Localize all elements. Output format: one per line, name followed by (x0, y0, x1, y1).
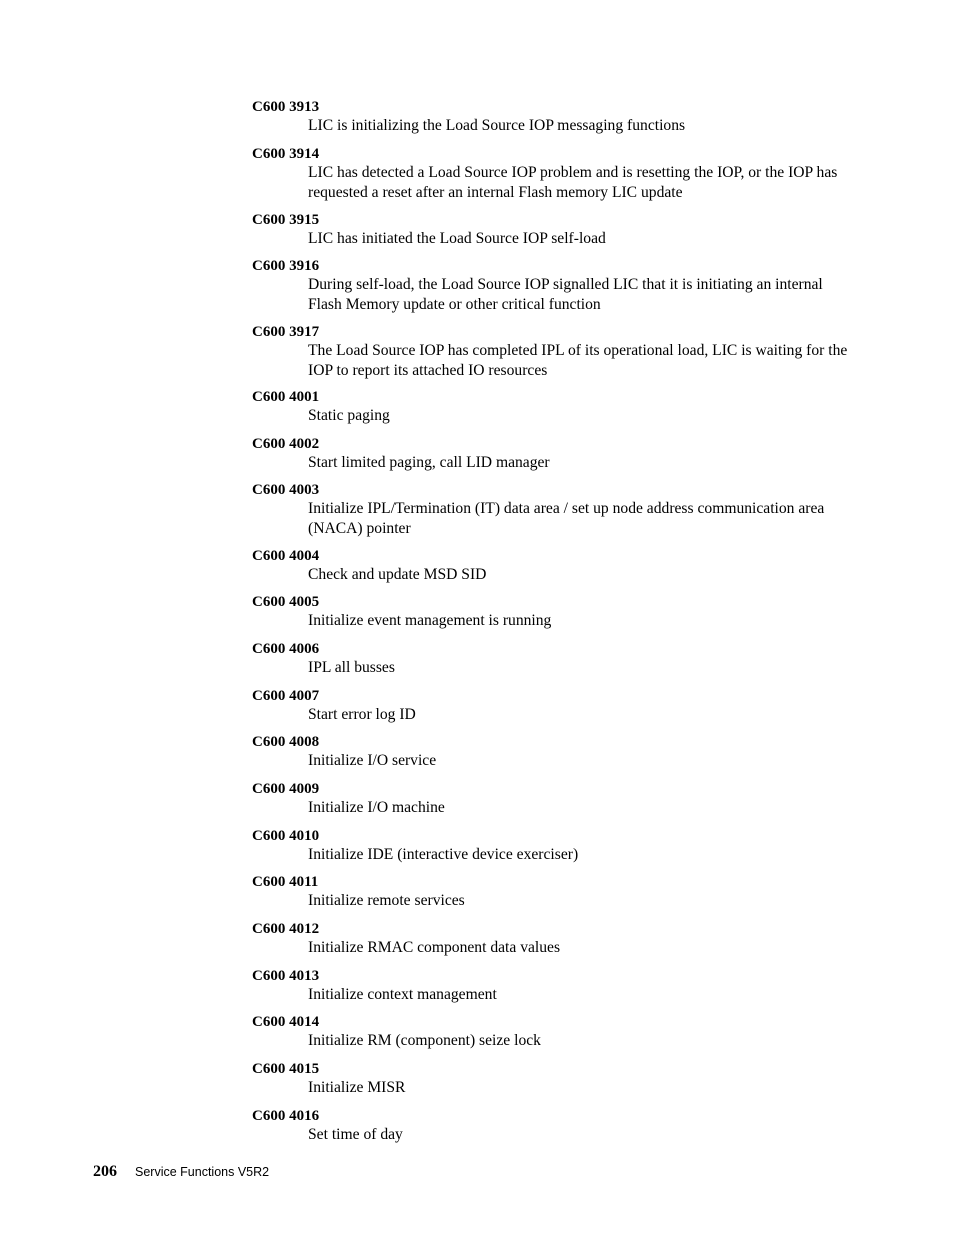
list-item (252, 967, 852, 1013)
entry-code: C600 4002 (252, 436, 320, 452)
list-item (252, 827, 852, 873)
entry-code: C600 4004 (252, 548, 320, 564)
entry-description: Set time of day (308, 1126, 403, 1143)
entry-code: C600 4005 (252, 594, 320, 610)
page-footer (93, 1163, 269, 1181)
entry-code: C600 4016 (252, 1108, 320, 1124)
entry-description: Initialize remote services (308, 892, 465, 909)
entry-description: Initialize RM (component) seize lock (308, 1032, 541, 1049)
entry-description: Initialize IPL/Termination (IT) data area / set up node address communication area (NACA) pointer (308, 500, 825, 537)
entry-description: Initialize I/O machine (308, 799, 445, 816)
entry-code: C600 4003 (252, 482, 320, 498)
list-item (252, 211, 852, 257)
list-item (252, 435, 852, 481)
list-item (252, 547, 852, 593)
entry-code: C600 4013 (252, 968, 320, 984)
entry-description: Initialize MISR (308, 1079, 406, 1096)
entry-description: Start error log ID (308, 706, 416, 723)
page-number: 206 (93, 1163, 117, 1180)
entry-description: LIC has initiated the Load Source IOP self-load (308, 230, 606, 247)
entry-code: C600 4008 (252, 734, 320, 750)
entry-description: Initialize I/O service (308, 752, 437, 769)
list-item (252, 1107, 852, 1153)
list-item (252, 1013, 852, 1060)
list-item (252, 920, 852, 967)
entry-description: The Load Source IOP has completed IPL of its operational load, LIC is waiting for the IOP to report its attached IO resources (308, 342, 848, 379)
entry-description: Initialize RMAC component data values (308, 939, 561, 956)
entry-description: LIC is initializing the Load Source IOP messaging functions (308, 117, 686, 134)
list-item (252, 733, 852, 780)
entry-code: C600 4014 (252, 1014, 320, 1030)
entry-description: LIC has detected a Load Source IOP problem and is resetting the IOP, or the IOP has requested a reset after an internal Flash memory LIC update (308, 164, 838, 201)
list-item (252, 593, 852, 640)
entry-code: C600 4012 (252, 921, 320, 937)
entry-description: Initialize event management is running (308, 612, 552, 629)
list-item (252, 780, 852, 827)
entry-code: C600 4006 (252, 641, 320, 657)
list-item (252, 145, 852, 211)
entry-code: C600 4009 (252, 781, 320, 797)
list-item (252, 257, 852, 323)
entry-description: Initialize IDE (interactive device exerciser) (308, 846, 579, 863)
list-item (252, 388, 852, 435)
list-item (252, 687, 852, 733)
list-item (252, 481, 852, 547)
entry-description: Initialize context management (308, 986, 497, 1003)
entry-code: C600 4007 (252, 688, 320, 704)
document-title: Service Functions V5R2 (135, 1165, 270, 1179)
entry-description: IPL all busses (308, 659, 395, 676)
entry-description: Start limited paging, call LID manager (308, 454, 550, 471)
entry-description: Check and update MSD SID (308, 566, 487, 583)
entry-code: C600 3916 (252, 258, 320, 274)
entry-code: C600 3915 (252, 212, 320, 228)
entry-code: C600 4001 (252, 389, 320, 405)
list-item (252, 323, 852, 388)
entry-description: During self-load, the Load Source IOP signalled LIC that it is initiating an internal Flash Memory update or other critical function (308, 276, 823, 313)
list-item (252, 640, 852, 687)
list-item (252, 98, 852, 145)
entry-code: C600 3914 (252, 146, 320, 162)
message-code-list (252, 98, 852, 1153)
entry-code: C600 4010 (252, 828, 320, 844)
entry-code: C600 4011 (252, 874, 319, 890)
list-item (252, 873, 852, 920)
entry-description: Static paging (308, 407, 390, 424)
entry-code: C600 3917 (252, 324, 320, 340)
entry-code: C600 4015 (252, 1061, 320, 1077)
entry-code: C600 3913 (252, 99, 320, 115)
list-item (252, 1060, 852, 1107)
